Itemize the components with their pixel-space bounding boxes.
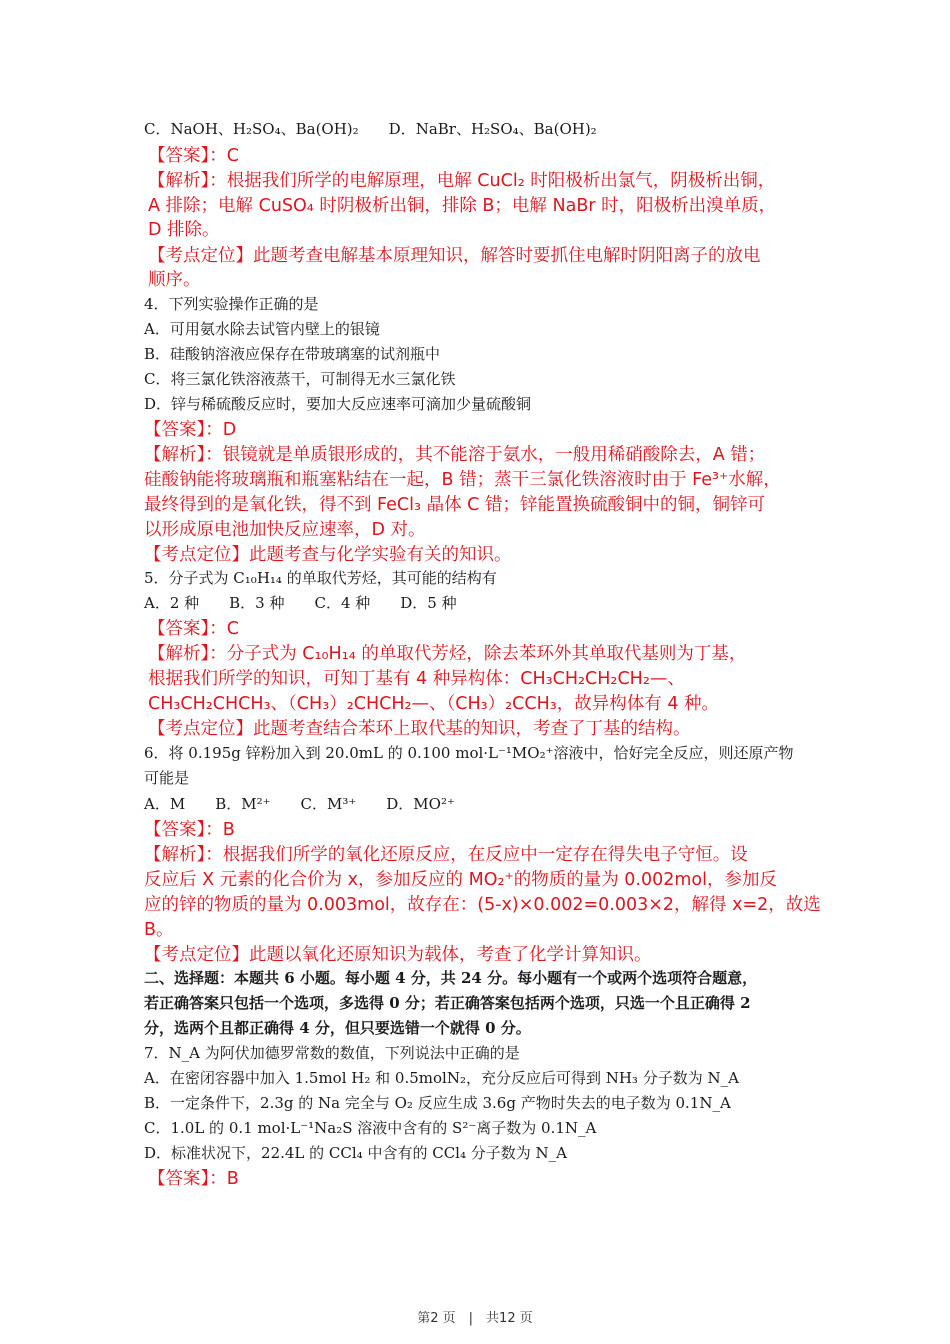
analysis-line: B。 — [144, 920, 174, 940]
option-line: A．M B．M²⁺ C．M³⁺ D．MO²⁺ — [144, 795, 455, 813]
key-point-line: 【考点定位】此题考查电解基本原理知识，解答时要抓住电解时阴阳离子的放电 — [148, 246, 761, 266]
answer-line: 【答案】：B — [148, 1169, 239, 1189]
answer-line: 【答案】：C — [148, 146, 239, 166]
analysis-line: 应的锌的物质的量为 0.003mol，故存在：(5-x)×0.002=0.003×2，解得 x=2，故选 — [144, 895, 821, 915]
option-line: B．一定条件下，2.3g 的 Na 完全与 O₂ 反应生成 3.6g 产物时失去的电子数为 0.1N_A — [144, 1094, 731, 1112]
analysis-line: 最终得到的是氧化铁，得不到 FeCl₃ 晶体 C 错；锌能置换硫酸铜中的铜，铜锌可 — [144, 495, 765, 515]
key-point-line: 【考点定位】此题考查结合苯环上取代基的知识，考查了丁基的结构。 — [148, 719, 691, 739]
analysis-line: 以形成原电池加快反应速率，D 对。 — [144, 520, 426, 540]
analysis-line: 【解析】：银镜就是单质银形成的，其不能溶于氨水，一般用稀硝酸除去，A 错； — [144, 445, 766, 465]
answer-line: 【答案】：C — [148, 619, 239, 639]
section-heading: 二、选择题：本题共 6 小题。每小题 4 分，共 24 分。每小题有一个或两个选项符合题意， — [144, 969, 758, 987]
analysis-line: 根据我们所学的知识，可知丁基有 4 种异构体：CH₃CH₂CH₂CH₂—、 — [148, 669, 685, 689]
analysis-line: D 排除。 — [148, 220, 220, 240]
option-line: A．在密闭容器中加入 1.5mol H₂ 和 0.5molN₂，充分反应后可得到 NH₃ 分子数为 N_A — [144, 1069, 739, 1087]
question-stem: 7．N_A 为阿伏加德罗常数的数值，下列说法中正确的是 — [144, 1044, 520, 1062]
key-point-line: 【考点定位】此题考查与化学实验有关的知识。 — [144, 545, 512, 565]
option-line: C．NaOH、H₂SO₄、Ba(OH)₂ D．NaBr、H₂SO₄、Ba(OH)₂ — [144, 120, 597, 138]
question-stem: 可能是 — [144, 769, 190, 787]
key-point-line: 顺序。 — [148, 270, 201, 290]
analysis-line: 【解析】：分子式为 C₁₀H₁₄ 的单取代芳烃，除去苯环外其单取代基则为丁基， — [148, 644, 747, 664]
analysis-line: 【解析】：根据我们所学的电解原理，电解 CuCl₂ 时阳极析出氯气，阴极析出铜， — [148, 171, 776, 191]
option-line: D．锌与稀硫酸反应时，要加大反应速率可滴加少量硫酸铜 — [144, 395, 532, 413]
question-stem: 6．将 0.195g 锌粉加入到 20.0mL 的 0.100 mol·L⁻¹MO₂⁺溶液中，恰好完全反应，则还原产物 — [144, 744, 794, 762]
answer-line: 【答案】：D — [144, 420, 237, 440]
answer-line: 【答案】：B — [144, 820, 235, 840]
option-line: D．标准状况下，22.4L 的 CCl₄ 中含有的 CCl₄ 分子数为 N_A — [144, 1144, 567, 1162]
analysis-line: 反应后 X 元素的化合价为 x，参加反应的 MO₂⁺的物质的量为 0.002mol，参加反 — [144, 870, 777, 890]
section-heading: 若正确答案只包括一个选项，多选得 0 分；若正确答案包括两个选项，只选一个且正确得 2 — [144, 994, 751, 1012]
analysis-line: 【解析】：根据我们所学的氧化还原反应，在反应中一定存在得失电子守恒。设 — [144, 845, 748, 865]
option-line: A．2 种 B．3 种 C．4 种 D．5 种 — [144, 594, 457, 612]
option-line: C．1.0L 的 0.1 mol·L⁻¹Na₂S 溶液中含有的 S²⁻离子数为 0.1N_A — [144, 1119, 597, 1137]
option-line: A．可用氨水除去试管内壁上的银镜 — [144, 320, 380, 338]
analysis-line: 硅酸钠能将玻璃瓶和瓶塞粘结在一起，B 错；蒸干三氯化铁溶液时由于 Fe³⁺水解， — [144, 470, 781, 490]
analysis-line: CH₃CH₂CHCH₃、（CH₃）₂CHCH₂—、（CH₃）₂CCH₃，故异构体有 4 种。 — [148, 694, 720, 714]
page-footer: 第2 页 | 共12 页 — [417, 1311, 533, 1326]
key-point-line: 【考点定位】此题以氧化还原知识为载体，考查了化学计算知识。 — [144, 945, 652, 965]
option-line: B．硅酸钠溶液应保存在带玻璃塞的试剂瓶中 — [144, 345, 441, 363]
analysis-line: A 排除；电解 CuSO₄ 时阴极析出铜，排除 B；电解 NaBr 时，阳极析出溴单质， — [148, 196, 777, 216]
section-heading: 分，选两个且都正确得 4 分，但只要选错一个就得 0 分。 — [144, 1019, 531, 1037]
question-stem: 4．下列实验操作正确的是 — [144, 295, 319, 313]
question-stem: 5．分子式为 C₁₀H₁₄ 的单取代芳烃，其可能的结构有 — [144, 569, 497, 587]
option-line: C．将三氯化铁溶液蒸干，可制得无水三氯化铁 — [144, 370, 456, 388]
